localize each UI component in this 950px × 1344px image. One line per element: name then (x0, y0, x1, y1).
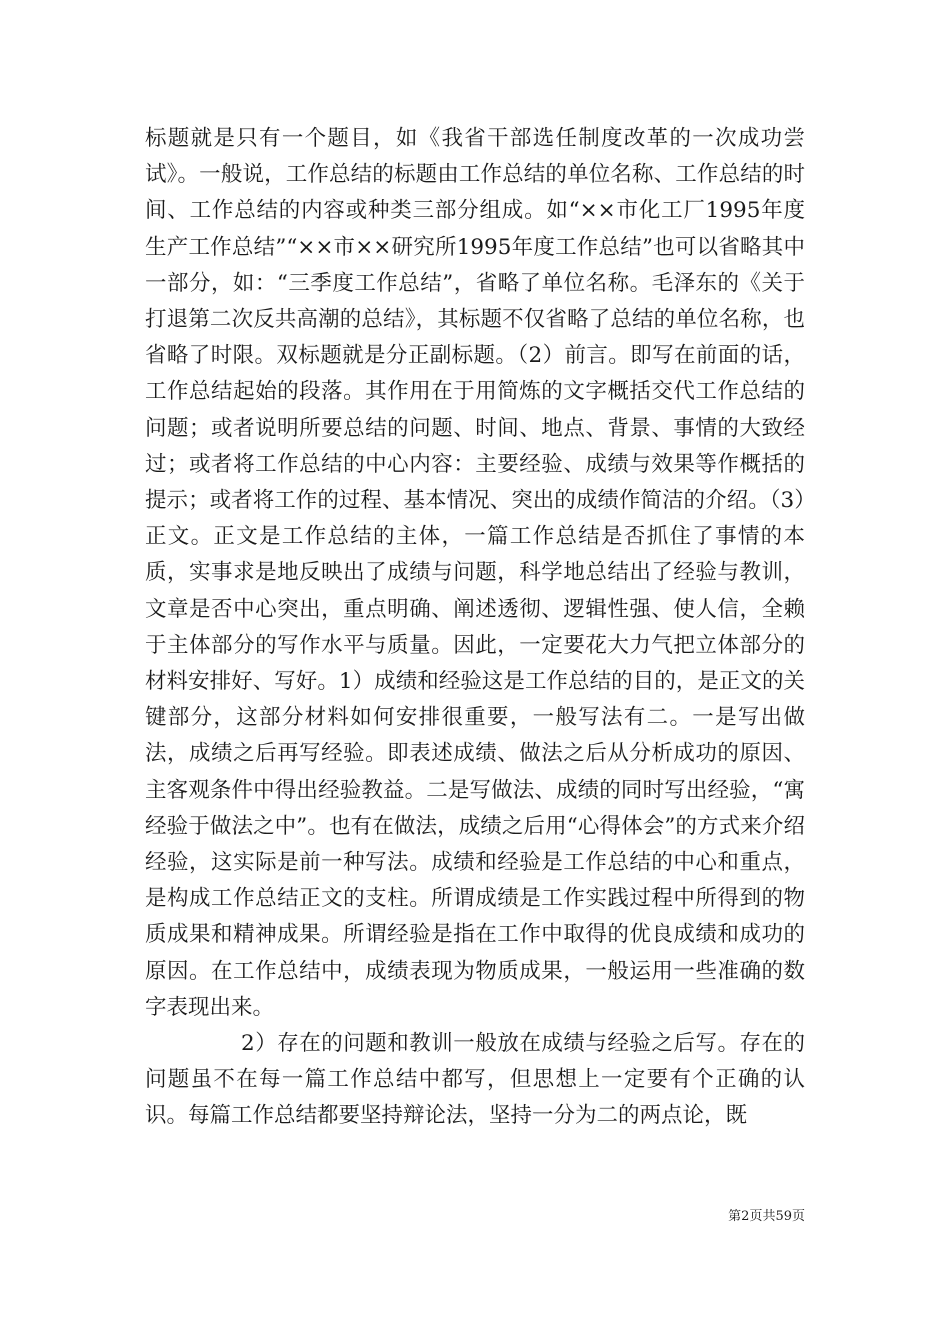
paragraph-title-and-body: 标题就是只有一个题目，如《我省干部选任制度改革的一次成功尝试》。一般说，工作总结的标题由工作总结的单位名称、工作总结的时间、工作总结的内容或种类三部分组成。如“××市化工厂1995年度生产工作总结”“××市××研究所1995年度工作总结”也可以省略其中一部分，如：“三季度工作总结”，省略了单位名称。毛泽东的《关于打退第二次反共高潮的总结》，其标题不仅省略了总结的单位名称，也省略了时限。双标题就是分正副标题。（2）前言。即写在前面的话，工作总结起始的段落。其作用在于用简炼的文字概括交代工作总结的问题；或者说明所要总结的问题、时间、地点、背景、事情的大致经过；或者将工作总结的中心内容：主要经验、成绩与效果等作概括的提示；或者将工作的过程、基本情况、突出的成绩作简洁的介绍。（3）正文。正文是工作总结的主体，一篇工作总结是否抓住了事情的本质，实事求是地反映出了成绩与问题，科学地总结出了经验与教训，文章是否中心突出，重点明确、阐述透彻、逻辑性强、使人信，全赖于主体部分的写作水平与质量。因此，一定要花大力气把立体部分的材料安排好、写好。1）成绩和经验这是工作总结的目的，是正文的关键部分，这部分材料如何安排很重要，一般写法有二。一是写出做法，成绩之后再写经验。即表述成绩、做法之后从分析成功的原因、主客观条件中得出经验教益。二是写做法、成绩的同时写出经验，“寓经验于做法之中”。也有在做法，成绩之后用“心得体会”的方式来介绍经验，这实际是前一种写法。成绩和经验是工作总结的中心和重点，是构成工作总结正文的支柱。所谓成绩是工作实践过程中所得到的物质成果和精神成果。所谓经验是指在工作中取得的优良成绩和成功的原因。在工作总结中，成绩表现为物质成果，一般运用一些准确的数字表现出来。 (145, 126, 805, 1020)
document-body (145, 121, 805, 1135)
paragraph-problems-and-lessons: 2）存在的问题和教训一般放在成绩与经验之后写。存在的问题虽不在每一篇工作总结中都写，但思想上一定要有个正确的认识。每篇工作总结都要坚持辩论法，坚持一分为二的两点论，既 (145, 1031, 805, 1129)
page-number-footer: 第2页共59页 (728, 1209, 805, 1224)
